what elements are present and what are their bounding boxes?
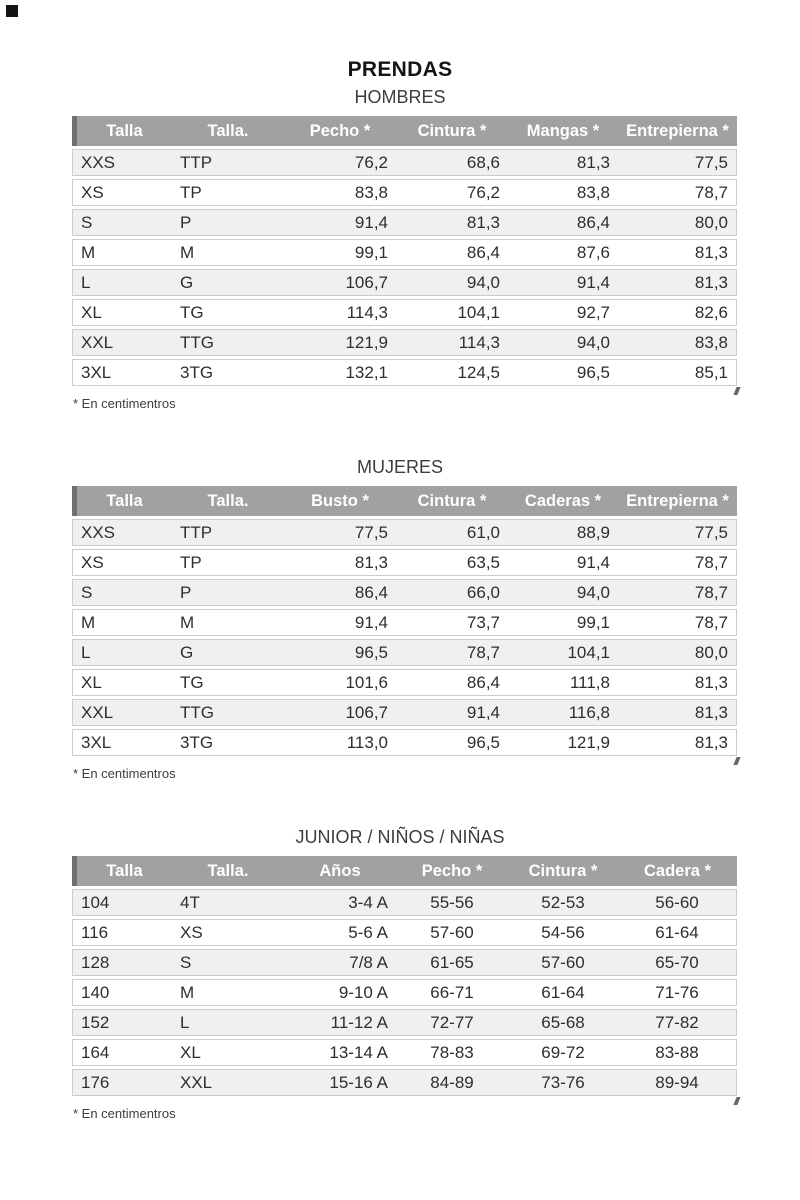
cell: 96,5 [396,729,508,756]
column-header: Busto * [284,486,396,516]
cell: 66-71 [396,979,508,1006]
cell: 99,1 [284,239,396,266]
table-row [72,919,737,946]
cell: TTG [172,329,284,356]
size-table-hombres [72,113,737,389]
cell: 4T [172,889,284,916]
cell: 15-16 A [284,1069,396,1096]
cell: 114,3 [396,329,508,356]
cell: 65-68 [508,1009,618,1036]
cell: 78,7 [396,639,508,666]
cell: 81,3 [618,699,737,726]
cell: TTP [172,519,284,546]
table-title-mujeres: MUJERES [356,457,443,477]
cell: 61-64 [618,919,737,946]
cell: TP [172,549,284,576]
cell: 82,6 [618,299,737,326]
cell: G [172,269,284,296]
cell: TTG [172,699,284,726]
table-wrapper [72,483,737,759]
cell: 116 [72,919,172,946]
cell: 78,7 [618,609,737,636]
cell: 77,5 [284,519,396,546]
cell: 61-64 [508,979,618,1006]
cell: XL [72,299,172,326]
cell: 77,5 [618,149,737,176]
cell: XS [172,919,284,946]
cell: 94,0 [396,269,508,296]
cell: 54-56 [508,919,618,946]
cell: 86,4 [284,579,396,606]
cell: 128 [72,949,172,976]
header-row [72,116,737,146]
cell: 104 [72,889,172,916]
table-row [72,579,737,606]
cell: XXS [72,519,172,546]
cell: 91,4 [396,699,508,726]
cell: 61-65 [396,949,508,976]
cell: M [72,609,172,636]
cell: 116,8 [508,699,618,726]
table-row [72,359,737,386]
cell: 52-53 [508,889,618,916]
table-row [72,1009,737,1036]
cell: XXL [172,1069,284,1096]
table-row [72,519,737,546]
table-row [72,239,737,266]
cell: 104,1 [396,299,508,326]
cell: 9-10 A [284,979,396,1006]
table-title-hombres: HOMBRES [354,87,446,107]
cell: 78-83 [396,1039,508,1066]
cell: 84-89 [396,1069,508,1096]
page-title: PRENDAS [347,58,453,81]
cell: 69-72 [508,1039,618,1066]
size-table-section-junior [0,827,800,1121]
cell: 92,7 [508,299,618,326]
cell: 77-82 [618,1009,737,1036]
column-header: Mangas * [508,116,618,146]
cell: TG [172,299,284,326]
cell: 91,4 [284,609,396,636]
table-row [72,329,737,356]
cell: 81,3 [396,209,508,236]
cell: 73-76 [508,1069,618,1096]
table-row [72,949,737,976]
table-row [72,729,737,756]
cell: 78,7 [618,549,737,576]
cell: 3XL [72,359,172,386]
column-header: Talla. [172,856,284,886]
cell: M [172,979,284,1006]
cell: XXS [72,149,172,176]
table-row [72,639,737,666]
cell: 104,1 [508,639,618,666]
column-header: Caderas * [508,486,618,516]
cell: 86,4 [396,669,508,696]
cell: XS [72,179,172,206]
size-table-mujeres [72,483,737,759]
cell: M [172,239,284,266]
cell: 94,0 [508,329,618,356]
column-header: Cadera * [618,856,737,886]
cell: 83,8 [508,179,618,206]
cell: 88,9 [508,519,618,546]
cell: S [72,209,172,236]
cell: 91,4 [508,549,618,576]
cell: 114,3 [284,299,396,326]
cell: 83,8 [618,329,737,356]
cell: P [172,579,284,606]
cell: 5-6 A [284,919,396,946]
cell: 152 [72,1009,172,1036]
table-row [72,699,737,726]
cell: 101,6 [284,669,396,696]
cell: 83-88 [618,1039,737,1066]
table-footnote: * En centimentros [73,766,176,781]
column-header: Cintura * [396,486,508,516]
size-table-section-hombres [0,87,800,411]
header-row [72,856,737,886]
cell: 55-56 [396,889,508,916]
cell: XL [172,1039,284,1066]
cell: 81,3 [618,669,737,696]
table-row [72,1069,737,1096]
table-row [72,1039,737,1066]
cell: TG [172,669,284,696]
cell: 86,4 [508,209,618,236]
cell: 11-12 A [284,1009,396,1036]
header-row [72,486,737,516]
column-header: Talla. [172,116,284,146]
cell: 76,2 [284,149,396,176]
cell: 86,4 [396,239,508,266]
table-row [72,609,737,636]
cell: XXL [72,699,172,726]
column-header: Pecho * [284,116,396,146]
cell: 132,1 [284,359,396,386]
column-header: Cintura * [396,116,508,146]
cell: 66,0 [396,579,508,606]
cell: 83,8 [284,179,396,206]
cell: 111,8 [508,669,618,696]
cell: S [72,579,172,606]
cell: 81,3 [284,549,396,576]
cell: 80,0 [618,639,737,666]
column-header: Talla [72,486,172,516]
cell: 87,6 [508,239,618,266]
cell: 78,7 [618,179,737,206]
cell: 96,5 [284,639,396,666]
cell: 94,0 [508,579,618,606]
column-header: Talla [72,856,172,886]
table-row [72,149,737,176]
cell: M [72,239,172,266]
size-table-junior [72,853,737,1099]
cell: 80,0 [618,209,737,236]
cell: 76,2 [396,179,508,206]
cell: 91,4 [284,209,396,236]
cell: 89-94 [618,1069,737,1096]
cell: 63,5 [396,549,508,576]
cell: 99,1 [508,609,618,636]
column-header: Entrepierna * [618,486,737,516]
top-left-mark [6,5,18,17]
column-header: Entrepierna * [618,116,737,146]
column-header: Años [284,856,396,886]
cell: XXL [72,329,172,356]
cell: XL [72,669,172,696]
size-table-section-mujeres [0,457,800,781]
table-wrapper [72,113,737,389]
table-footnote: * En centimentros [73,396,176,411]
cell: 81,3 [618,269,737,296]
cell: 57-60 [508,949,618,976]
cell: 81,3 [508,149,618,176]
cell: L [172,1009,284,1036]
cell: 91,4 [508,269,618,296]
table-row [72,979,737,1006]
cell: 140 [72,979,172,1006]
cell: 3TG [172,359,284,386]
cell: 106,7 [284,269,396,296]
column-header: Talla [72,116,172,146]
cell: 121,9 [508,729,618,756]
cell: 3TG [172,729,284,756]
cell: 56-60 [618,889,737,916]
cell: 81,3 [618,239,737,266]
table-row [72,269,737,296]
cell: S [172,949,284,976]
cell: 96,5 [508,359,618,386]
table-row [72,299,737,326]
column-header: Talla. [172,486,284,516]
cell: TTP [172,149,284,176]
table-row [72,669,737,696]
cell: 121,9 [284,329,396,356]
table-footnote: * En centimentros [73,1106,176,1121]
cell: 124,5 [396,359,508,386]
cell: 78,7 [618,579,737,606]
table-row [72,549,737,576]
table-wrapper [72,853,737,1099]
cell: 81,3 [618,729,737,756]
cell: 77,5 [618,519,737,546]
cell: 65-70 [618,949,737,976]
cell: 176 [72,1069,172,1096]
cell: 106,7 [284,699,396,726]
cell: XS [72,549,172,576]
cell: 71-76 [618,979,737,1006]
cell: M [172,609,284,636]
table-title-junior: JUNIOR / NIÑOS / NIÑAS [295,827,505,847]
cell: 85,1 [618,359,737,386]
cell: 73,7 [396,609,508,636]
table-row [72,179,737,206]
cell: 3-4 A [284,889,396,916]
cell: 68,6 [396,149,508,176]
cell: 61,0 [396,519,508,546]
cell: 3XL [72,729,172,756]
cell: 113,0 [284,729,396,756]
cell: G [172,639,284,666]
cell: L [72,639,172,666]
cell: L [72,269,172,296]
cell: 7/8 A [284,949,396,976]
cell: 13-14 A [284,1039,396,1066]
cell: P [172,209,284,236]
table-row [72,209,737,236]
table-row [72,889,737,916]
cell: TP [172,179,284,206]
column-header: Pecho * [396,856,508,886]
column-header: Cintura * [508,856,618,886]
cell: 164 [72,1039,172,1066]
cell: 57-60 [396,919,508,946]
cell: 72-77 [396,1009,508,1036]
